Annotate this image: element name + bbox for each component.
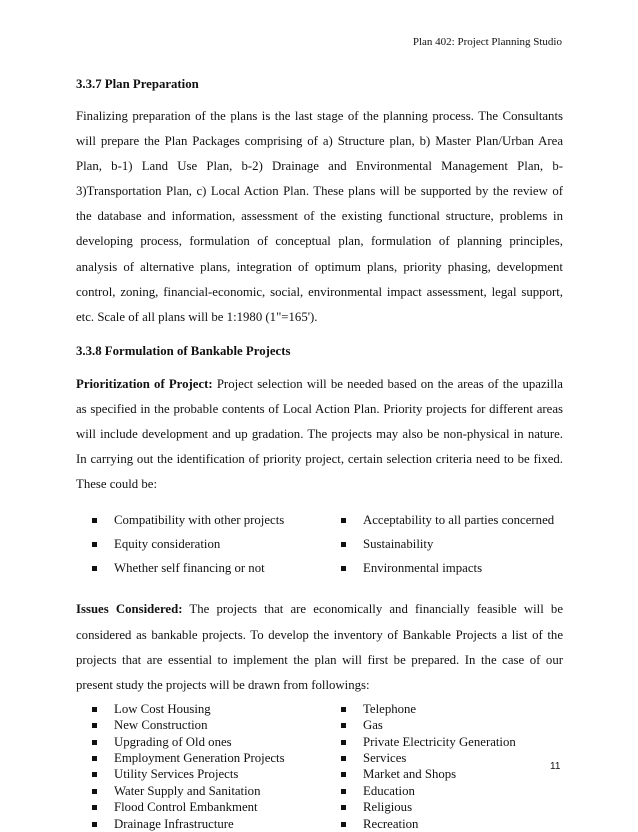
list-item: Environmental impacts bbox=[325, 557, 563, 581]
issues-lead: Issues Considered: bbox=[76, 602, 183, 617]
list-item: Sustainability bbox=[325, 533, 563, 557]
list-item: Services bbox=[325, 750, 563, 766]
selection-criteria-list bbox=[76, 509, 563, 580]
section-heading-bankable-projects: 3.3.8 Formulation of Bankable Projects bbox=[76, 343, 291, 358]
prioritization-paragraph bbox=[76, 372, 563, 497]
list-item: Telephone bbox=[325, 701, 563, 717]
list-item: Low Cost Housing bbox=[76, 701, 325, 717]
list-item: Recreation bbox=[325, 816, 563, 832]
list-item: Market and Shops bbox=[325, 766, 563, 782]
prioritization-text: Project selection will be needed based on the areas of the upazilla as specified in the probable contents of Local Action Plan. Priority projects for different areas will include development and up gradation. The projects may also be non-physical in nature. In carrying out the identification of priority project, certain selection criteria need to be fixed. These could be: bbox=[76, 376, 563, 492]
list-item: Private Electricity Generation bbox=[325, 734, 563, 750]
list-item: Equity consideration bbox=[76, 533, 325, 557]
list-item: Compatibility with other projects bbox=[76, 509, 325, 533]
list-item: Religious bbox=[325, 799, 563, 815]
page-number: 11 bbox=[550, 761, 561, 772]
page-header: Plan 402: Project Planning Studio bbox=[412, 36, 562, 48]
list-item: Education bbox=[325, 783, 563, 799]
projects-list bbox=[76, 701, 563, 832]
list-item: Water Supply and Sanitation bbox=[76, 783, 325, 799]
list-item: Flood Control Embankment bbox=[76, 799, 325, 815]
list-item: Utility Services Projects bbox=[76, 766, 325, 782]
section-heading-plan-preparation: 3.3.7 Plan Preparation bbox=[76, 77, 199, 91]
list-item: Whether self financing or not bbox=[76, 557, 325, 581]
list-item: Acceptability to all parties concerned bbox=[325, 509, 563, 533]
list-item: New Construction bbox=[76, 717, 325, 733]
list-item: Drainage Infrastructure bbox=[76, 816, 325, 832]
list-item: Upgrading of Old ones bbox=[76, 734, 325, 750]
plan-preparation-paragraph: Finalizing preparation of the plans is the last stage of the planning process. The Consultants will prepare the Plan Packages comprising of a) Structure plan, b) Master Plan/Urban Area Plan, b-1) Land Use Plan, b-2) Drainage and Environmental Management Plan, b-3)Transportation Plan, c) Local Action Plan. These plans will be supported by the review of the database and information, assessment of the existing functional structure, problems in developing process, formulation of conceptual plan, formulation of planning principles, analysis of alternative plans, integration of optimum plans, priority phasing, development control, zoning, financial-economic, social, environmental impact assessment, legal support, etc. Scale of all plans will be 1:1980 (1"=165'). bbox=[76, 109, 563, 324]
list-item: Employment Generation Projects bbox=[76, 750, 325, 766]
prioritization-lead: Prioritization of Project: bbox=[76, 376, 213, 391]
issues-paragraph bbox=[76, 597, 563, 697]
list-item: Gas bbox=[325, 717, 563, 733]
issues-text: The projects that are economically and financially feasible will be considered as bankable projects. To develop the inventory of Bankable Projects a list of the projects that are essential to implement the plan will first be prepared. In the case of our present study the projects will be drawn from followings: bbox=[76, 602, 563, 692]
page-body bbox=[76, 64, 563, 832]
